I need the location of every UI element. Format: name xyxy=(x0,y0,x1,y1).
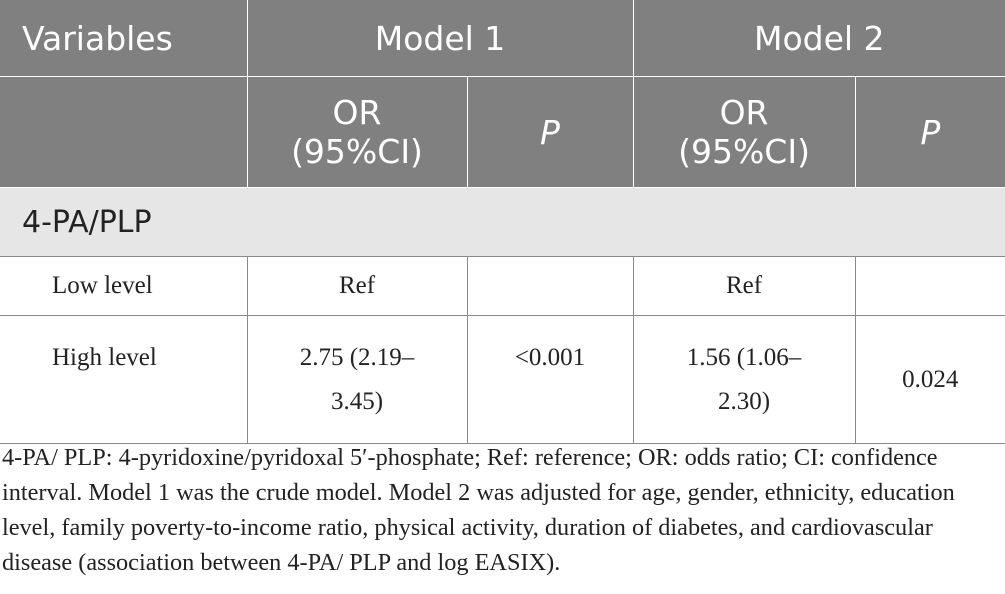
or-value-line1: 2.75 (2.19– xyxy=(299,344,415,371)
model2-or-cell: Ref xyxy=(633,257,855,316)
table-row xyxy=(0,316,1005,444)
model1-or-cell: Ref xyxy=(247,257,467,316)
model2-or-header xyxy=(633,77,855,188)
or-value-line2: 3.45) xyxy=(330,388,384,415)
model2-p-cell: 0.024 xyxy=(855,316,1005,444)
ci-label: (95%CI) xyxy=(678,132,810,171)
model1-p-cell: <0.001 xyxy=(467,316,633,444)
table-row xyxy=(0,257,1005,316)
model1-or-header xyxy=(247,77,467,188)
model2-or-cell xyxy=(633,316,855,444)
table-footnote: 4-PA/ PLP: 4-pyridoxine/pyridoxal 5′-phosphate; Ref: reference; OR: odds ratio; CI: confidence interval. Model 1 was the crude model. Model 2 was adjusted for age, gender, ethnicity, education level, family poverty-to-income ratio, physical activity, duration of diabetes, and cardiovascular disease (association between 4-PA/ PLP and log EASIX). xyxy=(2,444,955,576)
or-label: OR xyxy=(719,93,769,132)
or-value-line2: 2.30) xyxy=(717,388,771,415)
model1-p-header: P xyxy=(467,77,633,188)
ci-label: (95%CI) xyxy=(291,132,423,171)
model2-header: Model 2 xyxy=(633,0,1005,77)
model1-p-cell xyxy=(467,257,633,316)
model2-p-cell xyxy=(855,257,1005,316)
variables-header: Variables xyxy=(0,0,247,77)
row-label: High level xyxy=(0,316,247,444)
model2-p-header: P xyxy=(855,77,1005,188)
model1-header: Model 1 xyxy=(247,0,633,77)
header-row-models xyxy=(0,0,1005,77)
or-value-line1: 1.56 (1.06– xyxy=(686,344,802,371)
model1-or-cell xyxy=(247,316,467,444)
variables-header-spacer xyxy=(0,77,247,188)
section-label: 4-PA/PLP xyxy=(0,188,1005,257)
header-row-subcolumns xyxy=(0,77,1005,188)
or-label: OR xyxy=(332,93,382,132)
section-row xyxy=(0,188,1005,257)
row-label: Low level xyxy=(0,257,247,316)
